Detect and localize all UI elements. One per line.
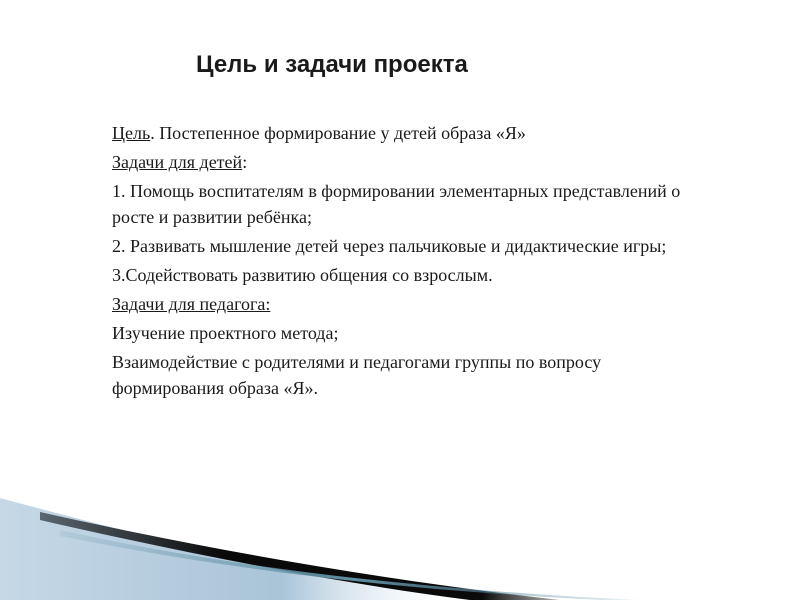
bullet-icon [86, 124, 100, 142]
bullet-icon [86, 266, 100, 284]
decorative-swoosh [0, 490, 800, 600]
slide-title: Цель и задачи проекта [196, 51, 468, 78]
bullet-list [86, 120, 686, 404]
item-text: Изучение проектного метода; [112, 323, 339, 343]
list-item [86, 349, 686, 401]
item-lead: Цель [112, 123, 151, 143]
item-lead: Задачи для педагога: [112, 294, 271, 314]
bullet-icon [86, 237, 100, 255]
list-item [86, 149, 686, 175]
bullet-icon [86, 324, 100, 342]
list-item [86, 120, 686, 146]
list-item [86, 320, 686, 346]
list-item [86, 262, 686, 288]
list-item [86, 291, 686, 317]
list-item [86, 178, 686, 230]
item-text: Взаимодействие с родителями и педагогами группы по вопросу формирования образа «Я». [112, 352, 602, 398]
bullet-icon [86, 182, 100, 200]
item-lead: Задачи для детей [112, 152, 243, 172]
list-item [86, 233, 686, 259]
item-text: 3.Содействовать развитию общения со взрослым. [112, 265, 493, 285]
item-text: . Постепенное формирование у детей образа «Я» [150, 123, 526, 143]
bullet-icon [86, 153, 100, 171]
item-text: : [242, 152, 248, 172]
item-text: 1. Помощь воспитателям в формировании элементарных представлений о росте и развитии ребёнка; [112, 181, 681, 227]
bullet-icon [86, 295, 100, 313]
item-text: 2. Развивать мышление детей через пальчиковые и дидактические игры; [112, 236, 667, 256]
bullet-icon [86, 353, 100, 371]
